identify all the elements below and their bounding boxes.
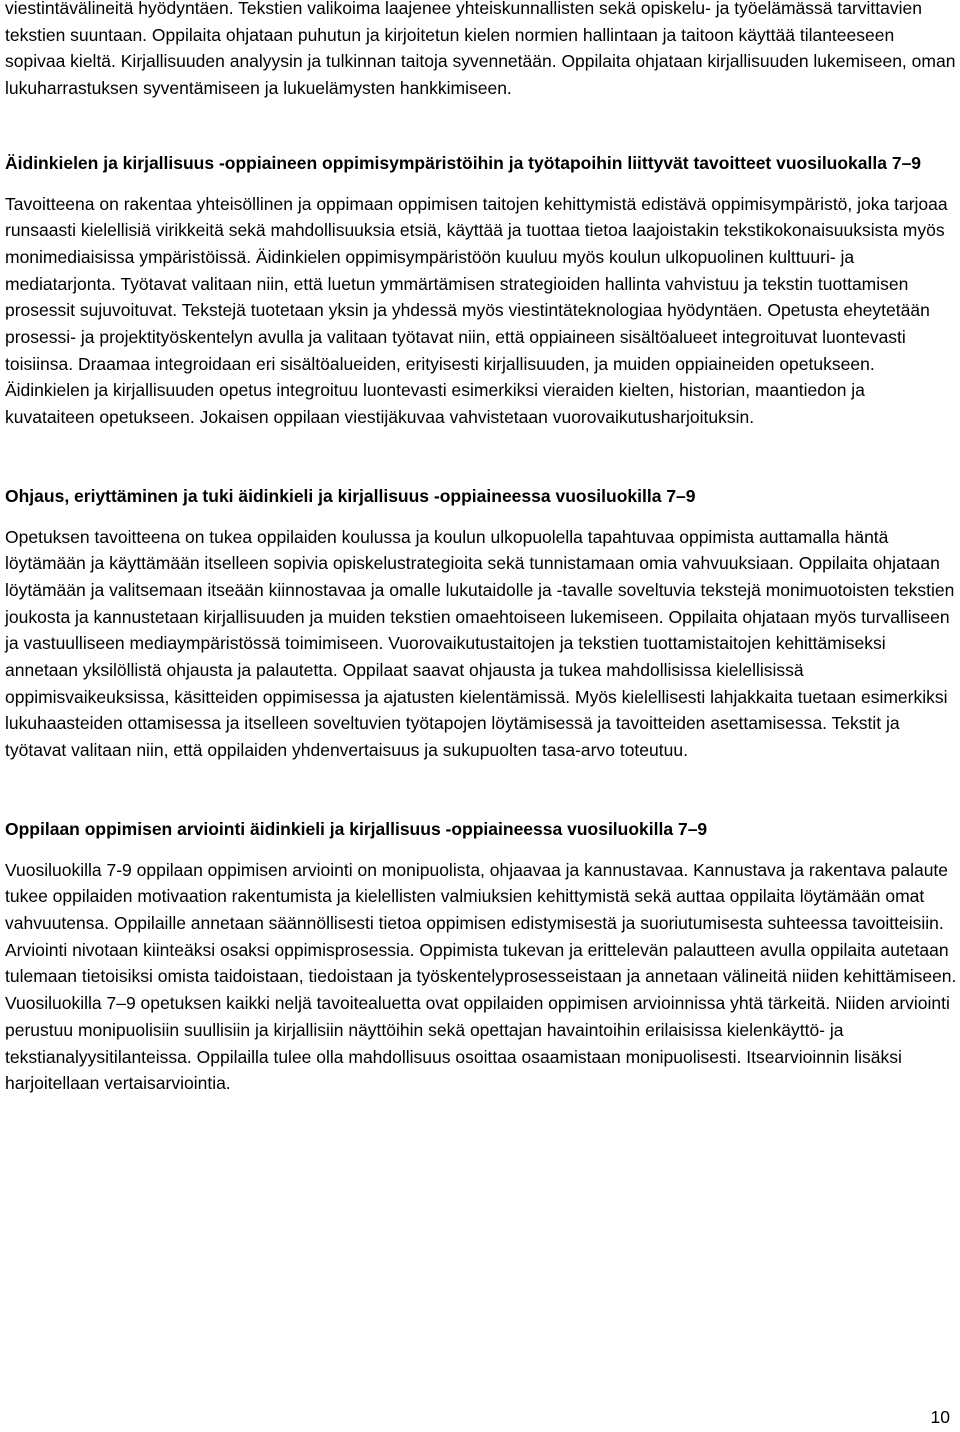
- section-assessment: [5, 816, 957, 1097]
- section-heading: Äidinkielen ja kirjallisuus -oppiaineen oppimisympäristöihin ja työtapoihin liittyvät tavoitteet vuosiluokalla 7–9: [5, 152, 922, 173]
- section-spacer: [5, 102, 957, 150]
- page-number: 10: [930, 1407, 950, 1427]
- section-body: Tavoitteena on rakentaa yhteisöllinen ja oppimaan oppimisen taitojen kehittymistä edistävä oppimisympäristö, joka tarjoaa runsaasti kielellisiä virikkeitä sekä mahdollisuuksia etsiä, käyttää ja tuottaa tietoa laajoistakin tekstikokonaisuuksista myös monimediaisissa ympäristöissä. Äidinkielen oppimisympäristöön kuuluu myös koulun ulkopuolinen kulttuuri- ja mediatarjonta. Työtavat valitaan niin, että luetun ymmärtämisen strategioiden hallinta vahvistuu ja tekstin tuottamisen prosessit sujuvoituvat. Tekstejä tuotetaan yksin ja yhdessä myös viestintäteknologiaa hyödyntäen. Opetusta eheytetään prosessi- ja projektityöskentelyn avulla ja valitaan työtavat niin, että oppiaineen sisältöalueet integroituvat luontevasti toisiinsa. Draamaa integroidaan eri sisältöalueiden, erityisesti kirjallisuuden, ja muiden oppiaineiden opetukseen. Äidinkielen ja kirjallisuuden opetus integroituu luontevasti esimerkiksi vieraiden kielten, historian, maantiedon ja kuvataiteen opetukseen. Jokaisen oppilaan viestijäkuvaa vahvistetaan vuorovaikutusharjoituksin.: [5, 193, 948, 428]
- section-body: Opetuksen tavoitteena on tukea oppilaiden koulussa ja koulun ulkopuolella tapahtuvaa oppimista auttamalla häntä löytämään ja käyttämään itselleen sopivia opiskelustrategioita sekä tunnistamaan omia vahvuuksiaan. Oppilaita ohjataan löytämään ja valitsemaan itseään kiinnostavaa ja omalle lukutaidolle ja -tavalle soveltuvia tekstejä monimuotoisten tekstien joukosta ja kannustetaan kirjallisuuden ja muiden tekstien omaehtoiseen lukemiseen. Oppilaita ohjataan myös turvalliseen ja vastuulliseen mediaympäristössä toimimiseen. Vuorovaikutustaitojen ja tekstien tuottamistaitojen kehittämiseksi annetaan yksilöllistä ohjausta ja palautetta. Oppilaat saavat ohjausta ja tukea mahdollisissa kielellisissä oppimisvaikeuksissa, käsitteiden oppimisessa ja ajatusten kielentämissä. Myös kielellisesti lahjakkaita tuetaan esimerkiksi lukuhaasteiden ottamisessa ja itselleen soveltuvien työtapojen löytämisessä ja tavoitteiden asettamisessa. Tekstit ja työtavat valitaan niin, että oppilaiden yhdenvertaisuus ja sukupuolten tasa-arvo toteutuu.: [5, 526, 955, 761]
- intro-paragraph: viestintävälineitä hyödyntäen. Tekstien valikoima laajenee yhteiskunnallisten sekä opiskelu- ja työelämässä tarvittavien tekstien suuntaan. Oppilaita ohjataan puhutun ja kirjoitetun kielen normien hallintaan ja taitoon käyttää tilanteeseen sopivaa kieltä. Kirjallisuuden analyysin ja tulkinnan taitoja syvennetään. Oppilaita ohjataan kirjallisuuden lukemiseen, oman lukuharrastuksen syventämiseen ja lukuelämysten hankkimiseen.: [5, 0, 956, 99]
- section-guidance-support: [5, 483, 957, 764]
- section-spacer: [5, 764, 957, 816]
- section-spacer: [5, 431, 957, 483]
- section-heading: Oppilaan oppimisen arviointi äidinkieli ja kirjallisuus -oppiaineessa vuosiluokilla 7–9: [5, 818, 708, 839]
- section-learning-environments: [5, 150, 957, 431]
- section-heading: Ohjaus, eriyttäminen ja tuki äidinkieli ja kirjallisuus -oppiaineessa vuosiluokilla 7–9: [5, 485, 696, 506]
- document-page: [5, 0, 957, 1097]
- section-body: Vuosiluokilla 7-9 oppilaan oppimisen arviointi on monipuolista, ohjaavaa ja kannustavaa. Kannustava ja rakentava palaute tukee oppilaiden motivaation rakentumista ja kielellisten valmiuksien kehittymistä sekä auttaa oppilaita löytämään omat vahvuutensa. Oppilaille annetaan säännöllisesti tietoa oppimisen edistymisestä ja suoriutumisesta suhteessa tavoitteisiin. Arviointi nivotaan kiinteäksi osaksi oppimisprosessia. Oppimista tukevan ja erittelevän palautteen avulla oppilaita autetaan tulemaan tietoisiksi omista taidoistaan, tiedoistaan ja työskentelyprosesseistaan ja annetaan välineitä niiden kehittämiseen. Vuosiluokilla 7–9 opetuksen kaikki neljä tavoitealuetta ovat oppilaiden oppimisen arvioinnissa yhtä tärkeitä. Niiden arviointi perustuu monipuolisiin suullisiin ja kirjallisiin näyttöihin sekä opettajan havaintoihin erilaisissa kielenkäyttö- ja tekstianalyysitilanteissa. Oppilailla tulee olla mahdollisuus osoittaa osaamistaan monipuolisesti. Itsearvioinnin lisäksi harjoitellaan vertaisarviointia.: [5, 859, 957, 1094]
